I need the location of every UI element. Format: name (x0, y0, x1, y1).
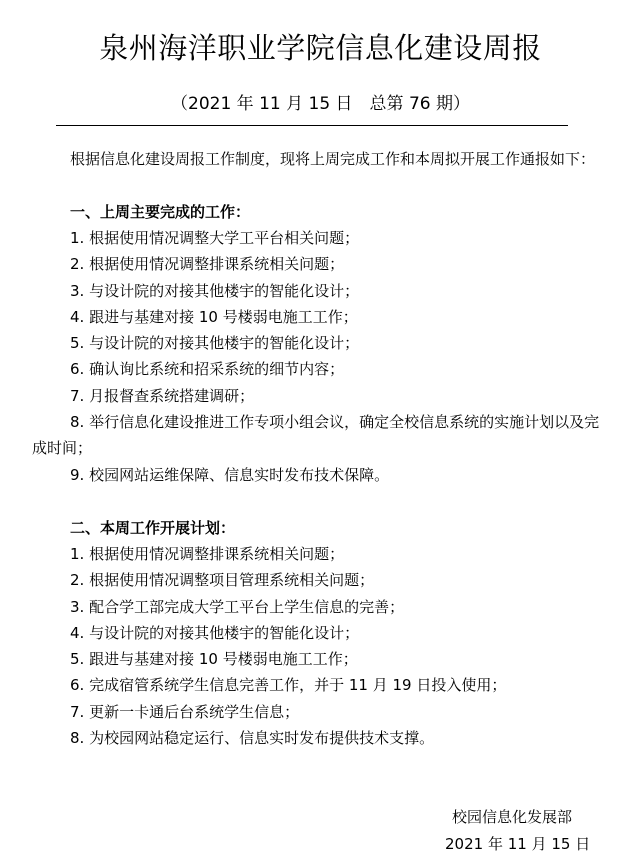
list-item: 3. 与设计院的对接其他楼宇的智能化设计； (70, 281, 360, 300)
list-item: 7. 更新一卡通后台系统学生信息； (70, 702, 300, 721)
list-item: 2. 根据使用情况调整项目管理系统相关问题； (70, 571, 375, 590)
report-title: 泉州海洋职业学院信息化建设周报 (99, 31, 542, 65)
issuer-department: 校园信息化发展部 (452, 808, 573, 826)
list-item: 5. 与设计院的对接其他楼宇的智能化设计； (70, 334, 360, 353)
list-item: 9. 校园网站运维保障、信息实时发布技术保障。 (70, 465, 390, 484)
list-item: 7. 月报督查系统搭建调研； (70, 386, 255, 405)
list-item: 8. 举行信息化建设推进工作专项小组会议，确定全校信息系统的实施计划以及完成时间； (32, 413, 600, 458)
this-week-list (32, 541, 612, 751)
list-item: 5. 跟进与基建对接 10 号楼弱电施工工作； (70, 650, 358, 669)
issue-line: （2021 年 11 月 15 日 总第 76 期） (171, 94, 470, 114)
section-heading-this-week: 二、本周工作开展计划： (70, 519, 236, 537)
list-item: 4. 跟进与基建对接 10 号楼弱电施工工作； (70, 307, 358, 326)
section-heading-last-week: 一、上周主要完成的工作： (70, 203, 251, 221)
list-item: 8. 为校园网站稳定运行、信息实时发布提供技术支撑。 (70, 729, 435, 748)
list-item: 6. 完成宿管系统学生信息完善工作，并于 11 月 19 日投入使用； (70, 676, 507, 695)
list-item: 2. 根据使用情况调整排课系统相关问题； (70, 255, 345, 274)
intro-paragraph: 根据信息化建设周报工作制度，现将上周完成工作和本周拟开展工作通报如下： (70, 150, 596, 168)
last-week-list (32, 225, 612, 488)
list-item: 6. 确认询比系统和招采系统的细节内容； (70, 360, 345, 379)
list-item: 3. 配合学工部完成大学工平台上学生信息的完善； (70, 597, 405, 616)
list-item: 1. 根据使用情况调整大学工平台相关问题； (70, 229, 360, 247)
list-item: 4. 与设计院的对接其他楼宇的智能化设计； (70, 623, 360, 642)
issue-date: 2021 年 11 月 15 日 (445, 835, 591, 853)
list-item: 1. 根据使用情况调整排课系统相关问题； (70, 545, 345, 563)
title-divider (56, 125, 568, 126)
